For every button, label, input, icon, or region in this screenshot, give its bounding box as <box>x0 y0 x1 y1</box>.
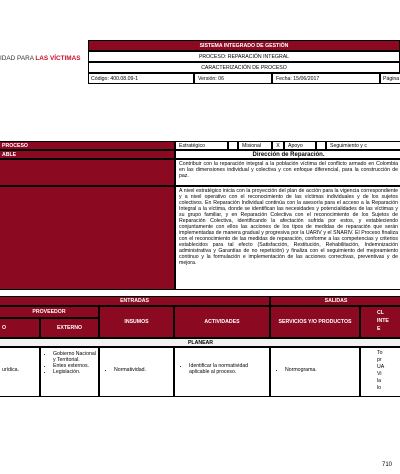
row-externo <box>40 347 99 397</box>
option-apoyo-mark <box>316 141 326 150</box>
list-item: To <box>377 350 383 356</box>
option-apoyo: Apoyo <box>284 141 316 150</box>
option-misional: Misional <box>238 141 272 150</box>
process-line: PROCESO: REPARACIÓN INTEGRAL <box>88 51 400 62</box>
externo-header: EXTERNO <box>40 318 99 338</box>
responsible-label: ABLE <box>0 150 175 159</box>
row-insumo <box>99 347 174 397</box>
option-seguimiento: Seguimiento y c <box>326 141 400 150</box>
row-interno: urídica. <box>0 347 40 397</box>
scope-text: A nivel estratégico inicia con la proyección del plan de acción para la vigencia correspondiente y a nivel operativo con el reconocimiento de las víctimas individuales y de los sujetos colectivos. En Reparación Individual continúa con la asesoría para el acceso a la Reparación Integral a la víctima, donde se identifican las necesidades y potencialidades de las víctimas y su grupo familiar, y en Reparación Colectiva con el reconocimiento de los Sujetos de Reparación Colectiva, identificando la afectación sufrida por estos, y estableciendo conjuntamente con ellos las acciones de los tipos de medidas de reparación que serán implementadas de manera gradual y progresiva por la UARIV y el SNARIV. El Proceso finaliza con el reconocimiento de las medidas de reparación, conforme a las competencias y criterios establecidos para tal efecto (Satisfacción, Restitución, Rehabilitación, Indemnización administrativa y Garantías de no repetición) y finaliza con el seguimiento del mejoramiento continuo y la formulación e implementación de las acciones correctivas, preventivas y de mejora. <box>175 186 400 290</box>
interno-header: O <box>0 318 40 338</box>
process-label: PROCESO <box>0 141 175 150</box>
row-servicio <box>270 347 360 397</box>
option-estrategico: Estratégico <box>175 141 228 150</box>
doc-date: Fecha: 15/06/2017 <box>272 73 380 84</box>
list-item: • Normatividad. <box>114 367 171 373</box>
list-item: UA <box>377 364 385 370</box>
doc-page: Página <box>380 73 400 84</box>
page-number: 710 <box>382 462 393 468</box>
list-item: lo <box>377 385 382 391</box>
option-misional-mark: X <box>272 141 284 150</box>
row-actividad <box>174 347 270 397</box>
objective-label <box>0 159 175 186</box>
row-cliente <box>360 347 400 397</box>
list-item: • Legislación. <box>53 369 96 375</box>
externo-list <box>43 351 96 375</box>
system-title: SISTEMA INTEGRADO DE GESTIÓN <box>88 40 400 51</box>
objective-text: Contribuir con la reparación integral a la población víctima del conflicto armado en Colombia en las dimensiones individual y colectiva y con enfoque diferencial, para la construcción de paz. <box>175 159 400 186</box>
actividad-list <box>179 363 267 375</box>
list-item: • Normograma. <box>285 367 357 373</box>
responsible-value: Dirección de Reparación. <box>175 150 400 159</box>
list-item: pr <box>377 357 382 363</box>
header-logo-area <box>0 36 88 86</box>
list-item: la <box>377 378 382 384</box>
salidas-header: SALIDAS <box>270 296 400 306</box>
phase-planear: PLANEAR <box>0 338 400 347</box>
logo-text: IDAD PARA LAS VÍCTIMAS <box>0 55 81 62</box>
insumos-header: INSUMOS <box>99 306 174 338</box>
cliente-header: CL INTE E <box>360 306 400 338</box>
list-item: Vi <box>377 371 382 377</box>
list-item: • Gobierno Nacional y Territorial. <box>53 351 96 363</box>
doc-version: Versión: 06 <box>194 73 272 84</box>
entradas-header: ENTRADAS <box>0 296 270 306</box>
servicio-list <box>275 367 357 373</box>
actividades-header: ACTIVIDADES <box>174 306 270 338</box>
option-estrategico-mark <box>228 141 238 150</box>
scope-label <box>0 186 175 290</box>
doc-code: Código: 400.08.09-1 <box>88 73 194 84</box>
characterization-title: CARACTERIZACIÓN DE PROCESO <box>88 62 400 73</box>
proveedor-header: PROVEEDOR <box>0 306 99 318</box>
servicios-header: SERVICIOS Y/O PRODUCTOS <box>270 306 360 338</box>
list-item: • Entes externos. <box>53 363 96 369</box>
insumo-list <box>104 367 171 373</box>
list-item: • Identificar la normatividad aplicable al proceso. <box>189 363 267 375</box>
